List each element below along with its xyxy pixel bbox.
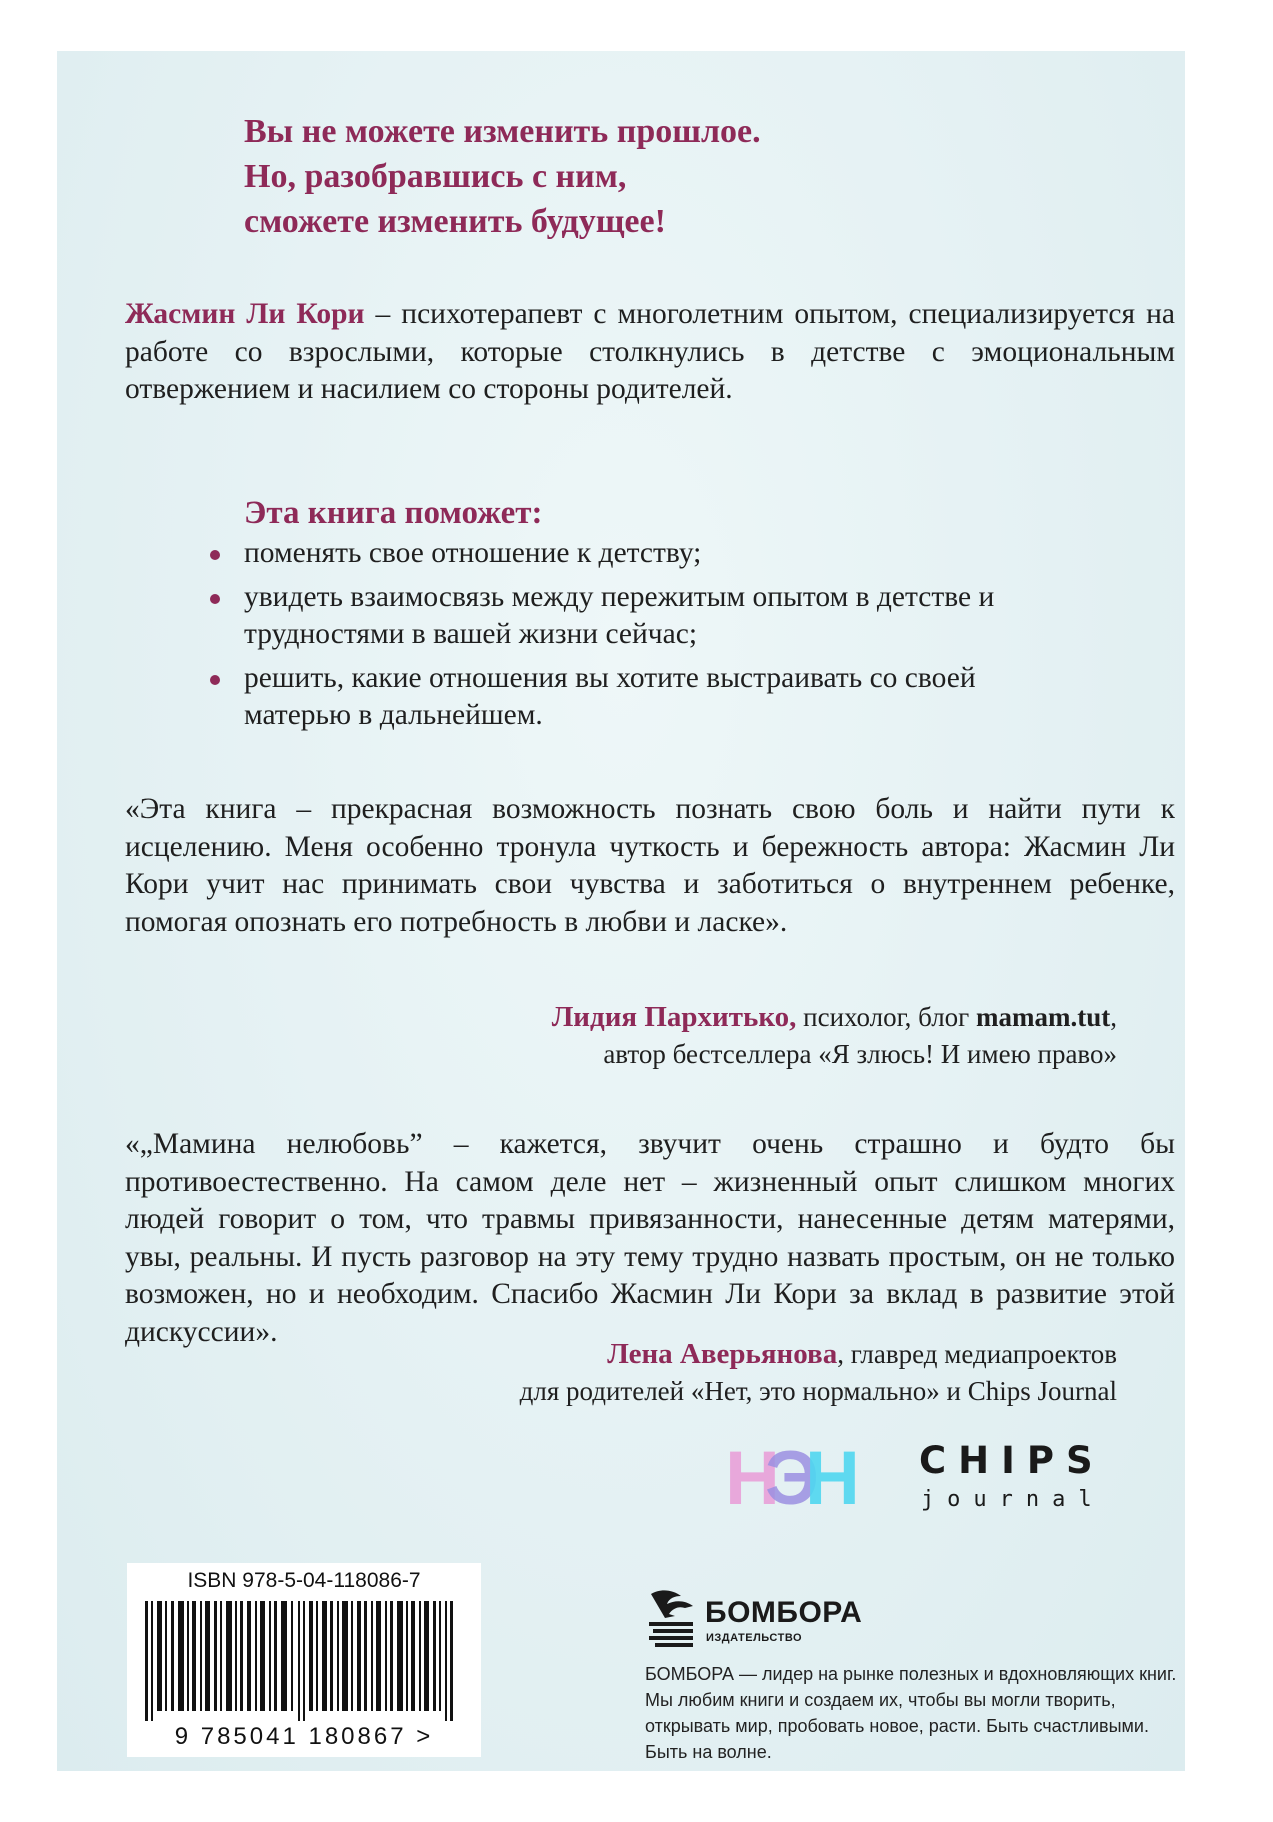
list-item-text: решить, какие отношения вы хотите выстраивать со своей матерью в дальнейшем.	[244, 661, 976, 731]
isbn-text: ISBN 978-5-04-118086-7	[187, 1569, 421, 1592]
reviewer-blog: mamam.tut	[976, 1002, 1111, 1032]
bullet-icon	[210, 594, 220, 604]
reviewer-name: Лидия Пархитько,	[551, 1001, 797, 1033]
reviewer-name: Лена Аверьянова	[607, 1338, 838, 1370]
bullet-icon	[210, 675, 220, 685]
list-item-text: увидеть взаимосвязь между пережитым опытом в детстве и трудностями в вашей жизни сейчас;	[244, 580, 995, 650]
review-quote-1: «Эта книга – прекрасная возможность познать свою боль и найти пути к исцелению. Меня особенно тронула чуткость и бережность автора: Жасмин Ли Кори учит нас принимать свои чувства и заботиться о внутреннем ребенке, помогая опознать его потребность в любви и ласке».	[125, 793, 1175, 938]
review-attribution-2	[217, 1336, 1117, 1410]
svg-text:Э: Э	[765, 1442, 820, 1512]
reviewer-credit: автор бестселлера «Я злюсь! И имею право»	[603, 1039, 1117, 1069]
nen-logo	[725, 1442, 880, 1517]
list-item	[187, 579, 1087, 654]
book-back-cover	[57, 51, 1185, 1771]
bombora-logo	[645, 1586, 863, 1653]
chips-logo-sub: journal	[920, 1487, 1105, 1512]
author-bio	[125, 296, 1175, 409]
list-item	[187, 660, 1087, 735]
chips-journal-logo	[919, 1439, 1105, 1517]
barcode-digits: 9 785041 180867 >	[174, 1723, 434, 1750]
headline-line: Вы не можете изменить прошлое.	[244, 113, 761, 150]
svg-text:Н: Н	[805, 1442, 860, 1512]
bullet-icon	[210, 550, 220, 560]
barcode	[127, 1563, 481, 1757]
chips-logo-title: CHIPS	[919, 1439, 1105, 1482]
publisher-description: БОМБОРА — лидер на рынке полезных и вдохновляющих книг. Мы любим книги и создаем их, чтобы вы могли творить, открывать мир, пробовать новое, расти. Быть счастливыми. Быть на волне.	[645, 1664, 1177, 1762]
headline-line: Но, разобравшись с ним,	[244, 158, 627, 195]
author-name: Жасмин Ли Кори	[125, 298, 365, 330]
reviewer-role: психолог, блог	[796, 1002, 977, 1032]
reviewer-credit: для родителей «Нет, это нормально» и Chips Journal	[519, 1376, 1117, 1406]
list-item-text: поменять свое отношение к детству;	[244, 537, 702, 569]
publisher-name: БОМБОРА	[705, 1596, 863, 1629]
author-bio-text: – психотерапевт с многолетним опытом, специализируется на работе со взрослыми, которые столкнулись в детстве с эмоциональным отвержением и насилием со стороны родителей.	[125, 298, 1176, 405]
publisher-sub: ИЗДАТЕЛЬСТВО	[706, 1632, 803, 1644]
reviewer-role-end: ,	[1110, 1002, 1117, 1032]
list-item	[187, 535, 1087, 573]
review-quote-2: «„Мамина нелюбовь” – кажется, звучит очень страшно и будто бы противоестественно. На самом деле нет – жизненный опыт слишком многих людей говорит о том, что травмы привязанности, нанесенные детям матерями, увы, реальны. И пусть разговор на эту тему трудно назвать простым, он не только возможен, но и необходим. Спасибо Жасмин Ли Кори за вклад в развитие этой дискуссии».	[125, 1128, 1175, 1348]
headline-line: сможете изменить будущее!	[244, 203, 666, 240]
barcode-bars	[145, 1601, 463, 1721]
reviewer-role: , главред медиапроектов	[837, 1339, 1117, 1369]
headline	[244, 109, 1044, 244]
wave-icon	[645, 1586, 701, 1648]
helps-title: Эта книга поможет:	[244, 495, 543, 531]
svg-text:Н: Н	[725, 1442, 780, 1512]
helps-list	[187, 535, 1087, 741]
review-attribution-1	[217, 999, 1117, 1073]
